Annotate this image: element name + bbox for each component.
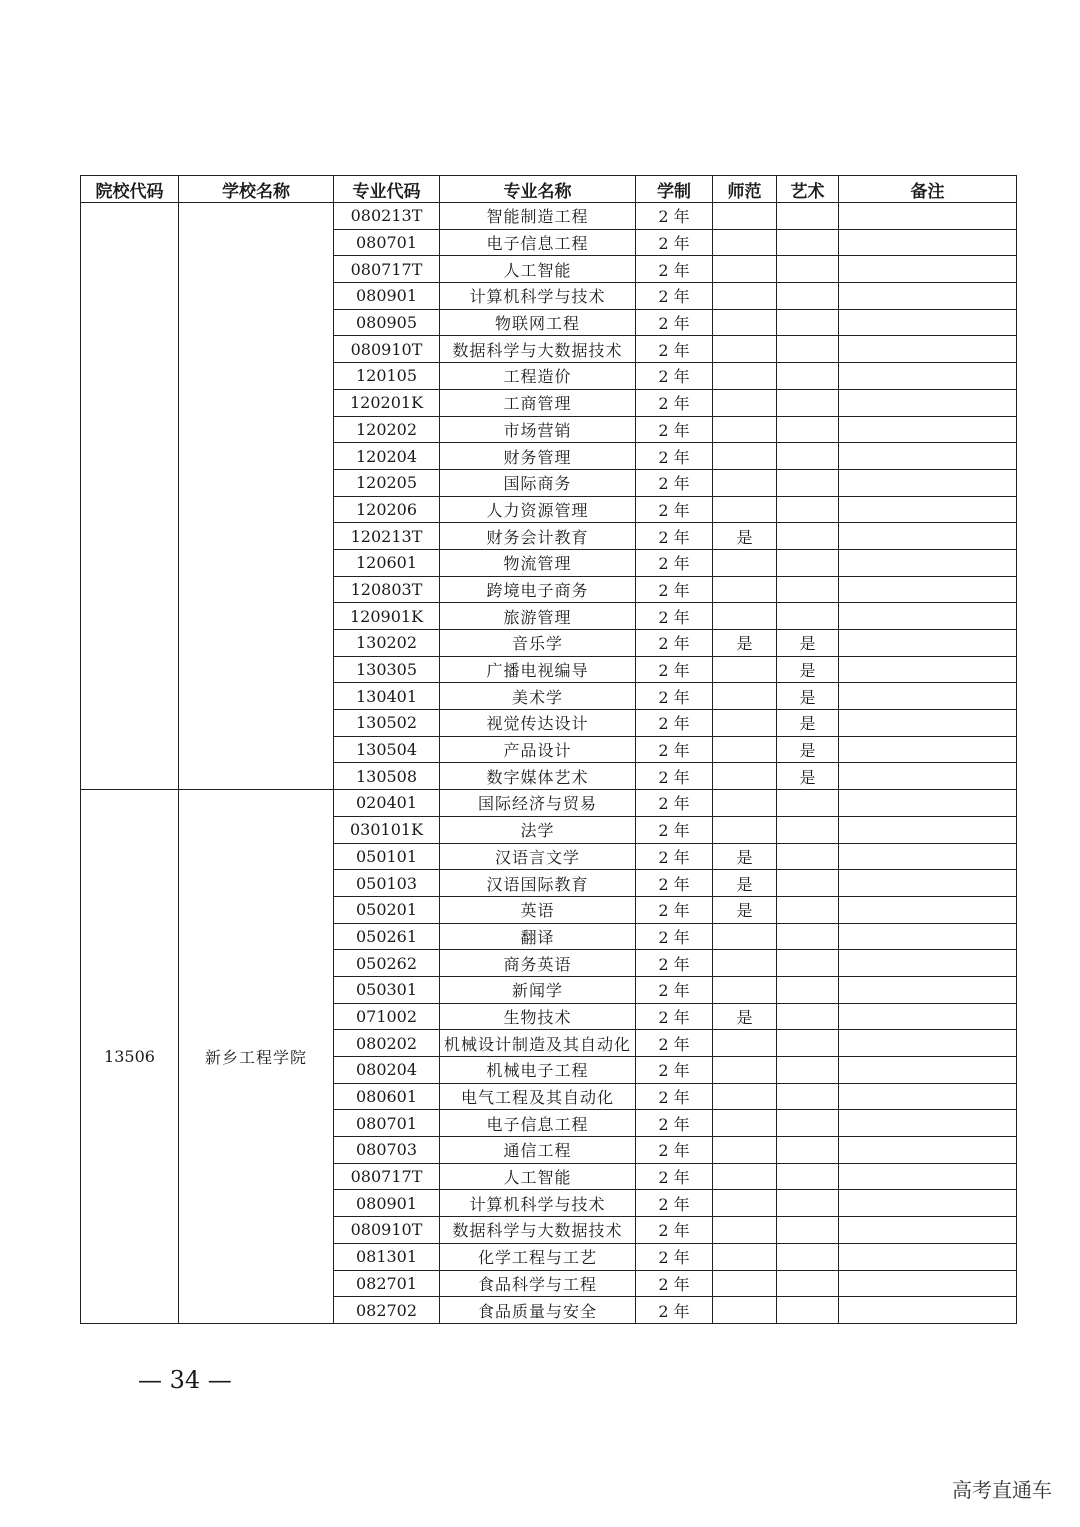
major-code-cell: 080601 [334,1083,440,1110]
teacher-training-cell [713,203,777,230]
notes-cell [839,950,1017,977]
teacher-training-cell [713,603,777,630]
notes-cell [839,1137,1017,1164]
notes-cell [839,496,1017,523]
notes-cell [839,416,1017,443]
notes-cell [839,1190,1017,1217]
teacher-training-cell [713,469,777,496]
header-teacher-training: 师范 [713,176,777,203]
major-name-cell: 国际商务 [440,469,636,496]
major-name-cell: 市场营销 [440,416,636,443]
major-name-cell: 法学 [440,816,636,843]
duration-cell: 2 年 [636,1190,713,1217]
major-code-cell: 030101K [334,816,440,843]
major-code-cell: 050201 [334,896,440,923]
teacher-training-cell [713,416,777,443]
major-name-cell: 国际经济与贸易 [440,790,636,817]
major-code-cell: 120901K [334,603,440,630]
duration-cell: 2 年 [636,1163,713,1190]
major-code-cell: 082701 [334,1270,440,1297]
major-code-cell: 130508 [334,763,440,790]
page-number: — 34 — [138,1366,232,1394]
art-cell [777,256,839,283]
art-cell [777,1003,839,1030]
teacher-training-cell [713,363,777,390]
major-name-cell: 数据科学与大数据技术 [440,1217,636,1244]
notes-cell [839,309,1017,336]
notes-cell [839,683,1017,710]
notes-cell [839,523,1017,550]
major-name-cell: 财务会计教育 [440,523,636,550]
major-code-cell: 082702 [334,1297,440,1324]
major-code-cell: 130504 [334,736,440,763]
duration-cell: 2 年 [636,870,713,897]
art-cell [777,1083,839,1110]
table-row [81,790,1017,817]
art-cell [777,816,839,843]
duration-cell: 2 年 [636,763,713,790]
duration-cell: 2 年 [636,1057,713,1084]
major-name-cell: 物联网工程 [440,309,636,336]
major-name-cell: 人工智能 [440,256,636,283]
notes-cell [839,1217,1017,1244]
major-name-cell: 生物技术 [440,1003,636,1030]
table-row [81,203,1017,230]
notes-cell [839,763,1017,790]
art-cell [777,1190,839,1217]
notes-cell [839,1030,1017,1057]
major-code-cell: 080701 [334,1110,440,1137]
duration-cell: 2 年 [636,203,713,230]
art-cell [777,283,839,310]
major-name-cell: 人工智能 [440,1163,636,1190]
teacher-training-cell [713,710,777,737]
art-cell [777,469,839,496]
duration-cell: 2 年 [636,1297,713,1324]
major-name-cell: 视觉传达设计 [440,710,636,737]
major-code-cell: 080901 [334,283,440,310]
art-cell [777,896,839,923]
notes-cell [839,923,1017,950]
major-name-cell: 产品设计 [440,736,636,763]
majors-table [80,175,1017,1324]
notes-cell [839,603,1017,630]
duration-cell: 2 年 [636,630,713,657]
art-cell [777,549,839,576]
major-name-cell: 旅游管理 [440,603,636,630]
teacher-training-cell [713,576,777,603]
major-code-cell: 050301 [334,976,440,1003]
teacher-training-cell [713,763,777,790]
teacher-training-cell [713,816,777,843]
major-name-cell: 电子信息工程 [440,1110,636,1137]
teacher-training-cell [713,229,777,256]
major-code-cell: 120213T [334,523,440,550]
major-name-cell: 智能制造工程 [440,203,636,230]
duration-cell: 2 年 [636,1137,713,1164]
school-name-cell [179,203,334,790]
notes-cell [839,870,1017,897]
major-code-cell: 080703 [334,1137,440,1164]
notes-cell [839,283,1017,310]
art-cell [777,976,839,1003]
major-name-cell: 机械设计制造及其自动化 [440,1030,636,1057]
teacher-training-cell [713,549,777,576]
major-code-cell: 120105 [334,363,440,390]
notes-cell [839,389,1017,416]
duration-cell: 2 年 [636,683,713,710]
teacher-training-cell [713,336,777,363]
teacher-training-cell: 是 [713,630,777,657]
art-cell [777,1163,839,1190]
notes-cell [839,710,1017,737]
art-cell [777,843,839,870]
major-name-cell: 汉语言文学 [440,843,636,870]
school-name-cell: 新乡工程学院 [179,790,334,1324]
major-name-cell: 计算机科学与技术 [440,283,636,310]
duration-cell: 2 年 [636,336,713,363]
teacher-training-cell [713,1163,777,1190]
notes-cell [839,1083,1017,1110]
art-cell: 是 [777,763,839,790]
major-code-cell: 120201K [334,389,440,416]
notes-cell [839,256,1017,283]
watermark-text: 高考直通车 [952,1478,1052,1502]
major-name-cell: 商务英语 [440,950,636,977]
notes-cell [839,443,1017,470]
art-cell [777,1030,839,1057]
duration-cell: 2 年 [636,843,713,870]
duration-cell: 2 年 [636,976,713,1003]
header-major-name: 专业名称 [440,176,636,203]
art-cell [777,923,839,950]
teacher-training-cell [713,923,777,950]
duration-cell: 2 年 [636,1243,713,1270]
teacher-training-cell [713,1217,777,1244]
duration-cell: 2 年 [636,256,713,283]
duration-cell: 2 年 [636,443,713,470]
art-cell [777,870,839,897]
art-cell [777,1137,839,1164]
teacher-training-cell [713,976,777,1003]
teacher-training-cell [713,256,777,283]
duration-cell: 2 年 [636,309,713,336]
major-code-cell: 130401 [334,683,440,710]
teacher-training-cell [713,736,777,763]
teacher-training-cell [713,656,777,683]
duration-cell: 2 年 [636,710,713,737]
major-code-cell: 080910T [334,1217,440,1244]
teacher-training-cell: 是 [713,896,777,923]
art-cell [777,1270,839,1297]
teacher-training-cell [713,309,777,336]
art-cell [777,603,839,630]
header-art: 艺术 [777,176,839,203]
major-name-cell: 电气工程及其自动化 [440,1083,636,1110]
teacher-training-cell: 是 [713,870,777,897]
duration-cell: 2 年 [636,229,713,256]
teacher-training-cell [713,496,777,523]
art-cell [777,1110,839,1137]
notes-cell [839,976,1017,1003]
notes-cell [839,790,1017,817]
major-name-cell: 工程造价 [440,363,636,390]
teacher-training-cell [713,790,777,817]
notes-cell [839,816,1017,843]
notes-cell [839,203,1017,230]
art-cell [777,523,839,550]
major-code-cell: 120204 [334,443,440,470]
header-major-code: 专业代码 [334,176,440,203]
major-code-cell: 080213T [334,203,440,230]
major-code-cell: 050103 [334,870,440,897]
duration-cell: 2 年 [636,283,713,310]
art-cell: 是 [777,710,839,737]
major-code-cell: 071002 [334,1003,440,1030]
major-code-cell: 080202 [334,1030,440,1057]
major-name-cell: 人力资源管理 [440,496,636,523]
art-cell: 是 [777,683,839,710]
major-code-cell: 050262 [334,950,440,977]
duration-cell: 2 年 [636,496,713,523]
notes-cell [839,1270,1017,1297]
teacher-training-cell [713,443,777,470]
duration-cell: 2 年 [636,736,713,763]
major-name-cell: 通信工程 [440,1137,636,1164]
duration-cell: 2 年 [636,1270,713,1297]
art-cell [777,443,839,470]
art-cell [777,203,839,230]
notes-cell [839,1057,1017,1084]
teacher-training-cell [713,1243,777,1270]
teacher-training-cell [713,1190,777,1217]
major-code-cell: 080717T [334,256,440,283]
major-name-cell: 英语 [440,896,636,923]
teacher-training-cell [713,1057,777,1084]
table-body [81,203,1017,1324]
art-cell [777,229,839,256]
major-code-cell: 080717T [334,1163,440,1190]
school-code-cell [81,203,179,790]
art-cell [777,336,839,363]
duration-cell: 2 年 [636,656,713,683]
notes-cell [839,630,1017,657]
school-code-cell: 13506 [81,790,179,1324]
major-code-cell: 080910T [334,336,440,363]
art-cell [777,1297,839,1324]
teacher-training-cell [713,389,777,416]
major-name-cell: 翻译 [440,923,636,950]
teacher-training-cell [713,283,777,310]
major-code-cell: 081301 [334,1243,440,1270]
duration-cell: 2 年 [636,576,713,603]
major-name-cell: 计算机科学与技术 [440,1190,636,1217]
major-code-cell: 120205 [334,469,440,496]
teacher-training-cell: 是 [713,843,777,870]
major-name-cell: 食品质量与安全 [440,1297,636,1324]
art-cell: 是 [777,656,839,683]
notes-cell [839,336,1017,363]
art-cell [777,389,839,416]
header-school-code: 院校代码 [81,176,179,203]
teacher-training-cell [713,950,777,977]
major-name-cell: 工商管理 [440,389,636,416]
teacher-training-cell [713,1137,777,1164]
header-duration: 学制 [636,176,713,203]
art-cell [777,950,839,977]
art-cell [777,496,839,523]
notes-cell [839,1163,1017,1190]
duration-cell: 2 年 [636,389,713,416]
art-cell: 是 [777,630,839,657]
notes-cell [839,1003,1017,1030]
teacher-training-cell [713,1270,777,1297]
duration-cell: 2 年 [636,923,713,950]
art-cell [777,1243,839,1270]
header-notes: 备注 [839,176,1017,203]
duration-cell: 2 年 [636,896,713,923]
notes-cell [839,549,1017,576]
teacher-training-cell: 是 [713,1003,777,1030]
major-name-cell: 新闻学 [440,976,636,1003]
major-name-cell: 美术学 [440,683,636,710]
teacher-training-cell [713,1110,777,1137]
art-cell [777,1057,839,1084]
major-name-cell: 音乐学 [440,630,636,657]
major-name-cell: 跨境电子商务 [440,576,636,603]
art-cell [777,416,839,443]
notes-cell [839,656,1017,683]
major-code-cell: 120206 [334,496,440,523]
duration-cell: 2 年 [636,950,713,977]
major-code-cell: 130305 [334,656,440,683]
major-name-cell: 机械电子工程 [440,1057,636,1084]
duration-cell: 2 年 [636,363,713,390]
major-code-cell: 120601 [334,549,440,576]
major-name-cell: 食品科学与工程 [440,1270,636,1297]
notes-cell [839,363,1017,390]
art-cell [777,1217,839,1244]
major-code-cell: 080905 [334,309,440,336]
teacher-training-cell: 是 [713,523,777,550]
notes-cell [839,896,1017,923]
duration-cell: 2 年 [636,816,713,843]
major-name-cell: 物流管理 [440,549,636,576]
duration-cell: 2 年 [636,549,713,576]
duration-cell: 2 年 [636,1110,713,1137]
major-name-cell: 数字媒体艺术 [440,763,636,790]
major-code-cell: 050261 [334,923,440,950]
art-cell: 是 [777,736,839,763]
notes-cell [839,736,1017,763]
art-cell [777,363,839,390]
art-cell [777,576,839,603]
duration-cell: 2 年 [636,1030,713,1057]
art-cell [777,790,839,817]
major-name-cell: 财务管理 [440,443,636,470]
major-code-cell: 130502 [334,710,440,737]
major-code-cell: 050101 [334,843,440,870]
major-code-cell: 130202 [334,630,440,657]
duration-cell: 2 年 [636,1217,713,1244]
duration-cell: 2 年 [636,523,713,550]
major-code-cell: 080901 [334,1190,440,1217]
notes-cell [839,229,1017,256]
major-name-cell: 汉语国际教育 [440,870,636,897]
notes-cell [839,576,1017,603]
major-name-cell: 数据科学与大数据技术 [440,336,636,363]
teacher-training-cell [713,1083,777,1110]
major-code-cell: 080701 [334,229,440,256]
duration-cell: 2 年 [636,1083,713,1110]
duration-cell: 2 年 [636,603,713,630]
duration-cell: 2 年 [636,416,713,443]
teacher-training-cell [713,1297,777,1324]
major-name-cell: 电子信息工程 [440,229,636,256]
duration-cell: 2 年 [636,1003,713,1030]
notes-cell [839,843,1017,870]
major-code-cell: 020401 [334,790,440,817]
header-school-name: 学校名称 [179,176,334,203]
major-code-cell: 080204 [334,1057,440,1084]
notes-cell [839,469,1017,496]
major-code-cell: 120202 [334,416,440,443]
major-name-cell: 化学工程与工艺 [440,1243,636,1270]
art-cell [777,309,839,336]
teacher-training-cell [713,683,777,710]
notes-cell [839,1110,1017,1137]
duration-cell: 2 年 [636,469,713,496]
notes-cell [839,1297,1017,1324]
table-header-row [81,176,1017,203]
major-code-cell: 120803T [334,576,440,603]
notes-cell [839,1243,1017,1270]
major-name-cell: 广播电视编导 [440,656,636,683]
duration-cell: 2 年 [636,790,713,817]
teacher-training-cell [713,1030,777,1057]
